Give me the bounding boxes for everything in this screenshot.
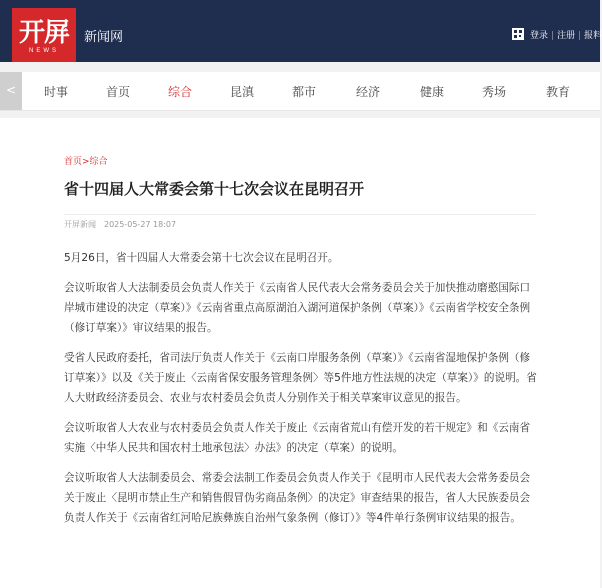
article-title: 省十四届人大常委会第十七次会议在昆明召开 [64, 180, 365, 198]
breadcrumb[interactable]: 首页>综合 [64, 157, 108, 167]
top-header-bar [0, 0, 600, 62]
nav-item-jiaoyu[interactable]: 教育 [546, 85, 571, 99]
article-timestamp: 2025-05-27 18:07 [104, 220, 177, 229]
site-name[interactable]: 新闻网 [84, 30, 124, 45]
nav-item-zonghe[interactable]: 综合 [168, 85, 193, 99]
nav-item-jingji[interactable]: 经济 [356, 85, 381, 99]
link-separator: | [578, 31, 582, 41]
register-link[interactable]: 注册 [557, 31, 576, 41]
nav-item-xiuchang[interactable]: 秀场 [482, 85, 507, 99]
nav-item-jiankang[interactable]: 健康 [420, 85, 445, 99]
article-paragraph: 会议听取省人大农业与农村委员会负责人作关于废止《云南省荒山有偿开发的若干规定》和《云南省实施〈中华人民共和国农村土地承包法〉办法》的决定（草案）的说明。 [64, 422, 531, 454]
link-separator: | [551, 31, 555, 41]
nav-item-shishi[interactable]: 时事 [44, 85, 69, 99]
title-divider [64, 214, 536, 215]
article-meta [64, 219, 176, 230]
nav-item-kundian[interactable]: 昆滇 [230, 85, 255, 99]
article-panel [0, 118, 600, 588]
article-paragraph: 受省人民政府委托，省司法厅负责人作关于《云南口岸服务条例（草案）》《云南省湿地保护条例（修订草案）》以及《关于废止〈云南省保安服务管理条例〉等5件地方性法规的决定（草案）》的说明。省人大财政经济委员会、农业与农村委员会负责人分别作关于相关草案审议意见的报告。 [64, 352, 537, 404]
article-body [64, 248, 540, 538]
nav-scroll-left-icon[interactable]: < [0, 72, 22, 110]
article-source: 开屏新闻 [64, 220, 96, 229]
article-paragraph: 5月26日，省十四届人大常委会第十七次会议在昆明召开。 [64, 252, 339, 264]
article-paragraph: 会议听取省人大法制委员会负责人作关于《云南省人民代表大会常务委员会关于加快推动磨憨国际口岸城市建设的决定（草案）》《云南省重点高原湖泊入湖河道保护条例（草案）》《云南省学校安全条例（修订草案）》审议结果的报告。 [64, 282, 531, 334]
article-paragraph: 会议听取省人大法制委员会、常委会法制工作委员会负责人作关于《昆明市人民代表大会常务委员会关于废止〈昆明市禁止生产和销售假冒伪劣商品条例〉的决定》审查结果的报告，省人大民族委员会负责人作关于《云南省红河哈尼族彝族自治州气象条例（修订）》等4件单行条例审议结果的报告。 [64, 472, 531, 524]
logo-subtext: NEWS [29, 48, 59, 54]
tip-off-link[interactable]: 报料 [584, 31, 602, 41]
nav-item-home[interactable]: 首页 [106, 85, 131, 99]
account-links [530, 28, 602, 41]
login-link[interactable]: 登录 [530, 31, 549, 41]
qr-code-icon[interactable] [512, 28, 524, 40]
channel-nav [0, 72, 600, 111]
site-logo[interactable] [12, 8, 76, 62]
nav-item-dushi[interactable]: 都市 [292, 85, 317, 99]
logo-glyph: 开屏 [18, 18, 69, 48]
